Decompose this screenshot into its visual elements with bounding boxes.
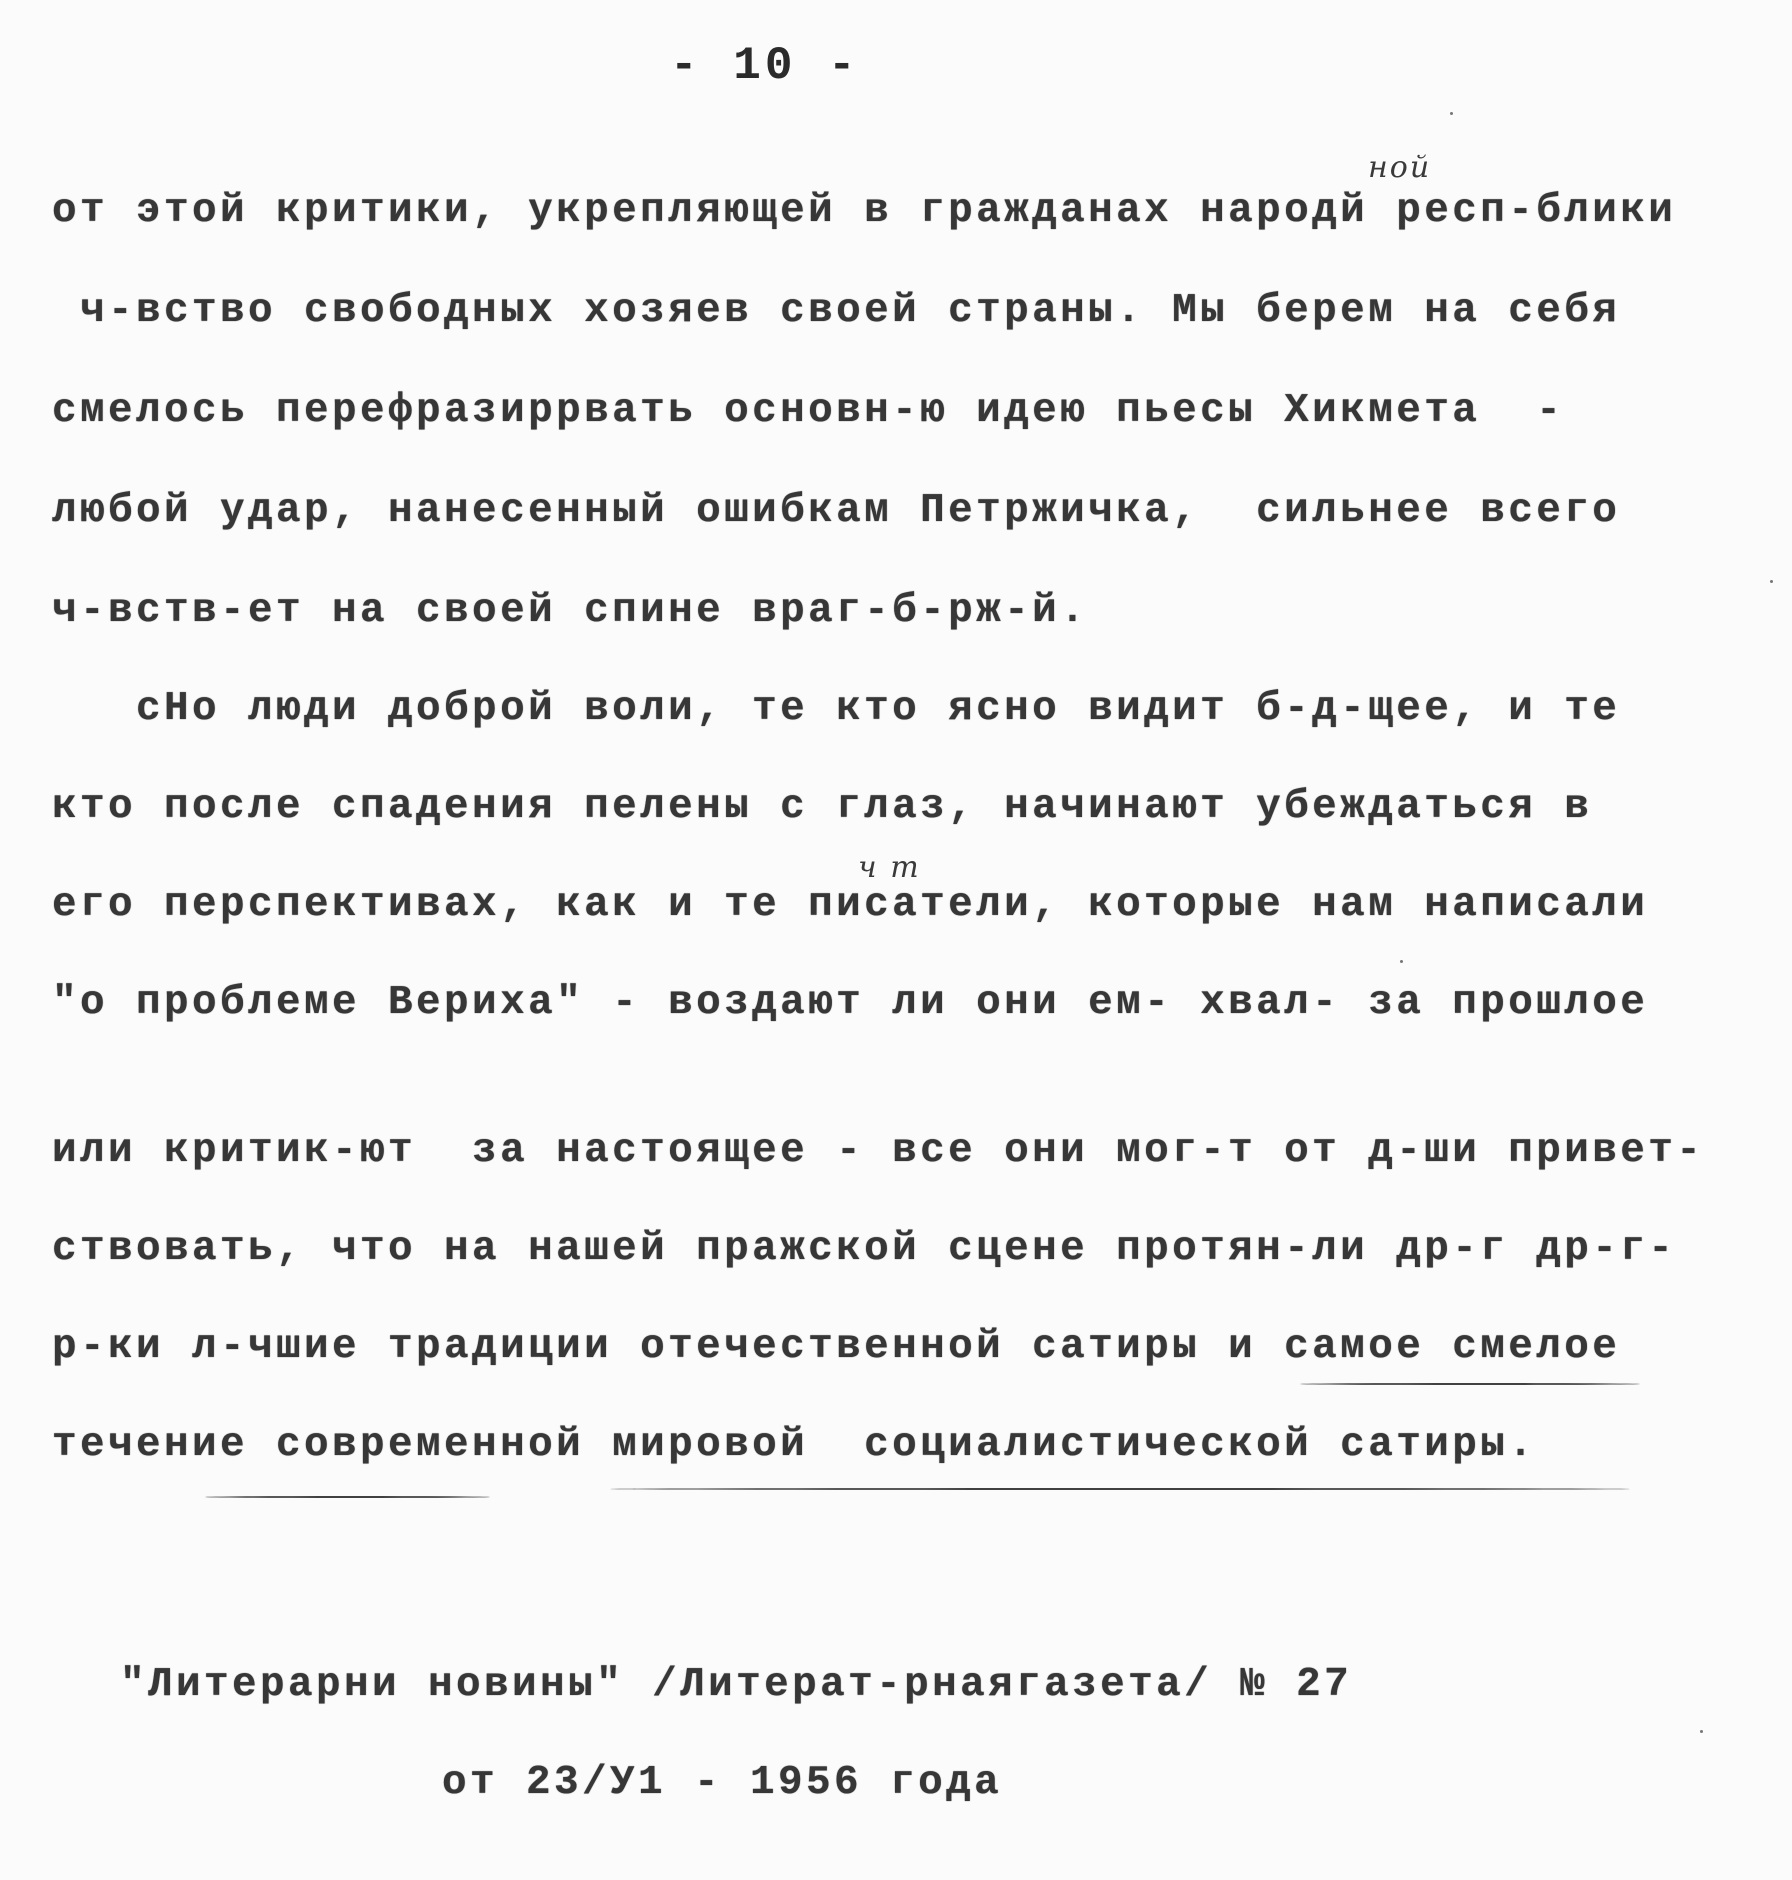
text-line: ствовать, что на нашей пражской сцене протян-ли др-г др-г- bbox=[52, 1226, 1677, 1272]
text-line: смелось перефразиррвать основн-ю идею пьесы Хикмета - bbox=[52, 388, 1565, 434]
text-line: его перспективах, как и те писатели, которые нам написали bbox=[52, 882, 1649, 928]
text-line: "о проблеме Вериха" - воздают ли они ем- хвал- за прошлое bbox=[52, 980, 1649, 1026]
citation-line: "Литерарни новины" /Литерат-рнаягазета/ № 27 bbox=[120, 1662, 1353, 1708]
handwritten-correction: ч т bbox=[858, 850, 921, 885]
text-line: ч-вств-ет на своей спине враг-б-рж-й. bbox=[52, 588, 1089, 634]
text-line: сНо люди доброй воли, те кто ясно видит б-д-щее, и те bbox=[52, 686, 1621, 732]
scan-speck bbox=[1400, 960, 1403, 963]
text-line: любой удар, нанесенный ошибкам Петржичка, сильнее всего bbox=[52, 488, 1621, 534]
scan-speck bbox=[1770, 580, 1773, 583]
underline-mark bbox=[610, 1488, 1630, 1490]
page-number: - 10 - bbox=[670, 40, 860, 92]
text-line: течение современной мировой социалистической сатиры. bbox=[52, 1422, 1537, 1468]
text-line: кто после спадения пелены с глаз, начинают убеждаться в bbox=[52, 784, 1593, 830]
underline-mark bbox=[205, 1496, 490, 1498]
citation-line: от 23/У1 - 1956 года bbox=[442, 1760, 1003, 1806]
text-line: или критик-ют за настоящее - все они мог-т от д-ши привет- bbox=[52, 1128, 1705, 1174]
handwritten-correction: ной bbox=[1368, 150, 1432, 185]
text-line: от этой критики, укрепляющей в гражданах народй респ-блики bbox=[52, 188, 1677, 234]
underline-mark bbox=[1300, 1383, 1640, 1385]
scan-speck bbox=[1450, 112, 1453, 115]
scan-speck bbox=[1700, 1730, 1703, 1733]
text-line: р-ки л-чшие традиции отечественной сатиры и самое смелое bbox=[52, 1324, 1621, 1370]
text-line: ч-вство свободных хозяев своей страны. Мы берем на себя bbox=[52, 288, 1621, 334]
